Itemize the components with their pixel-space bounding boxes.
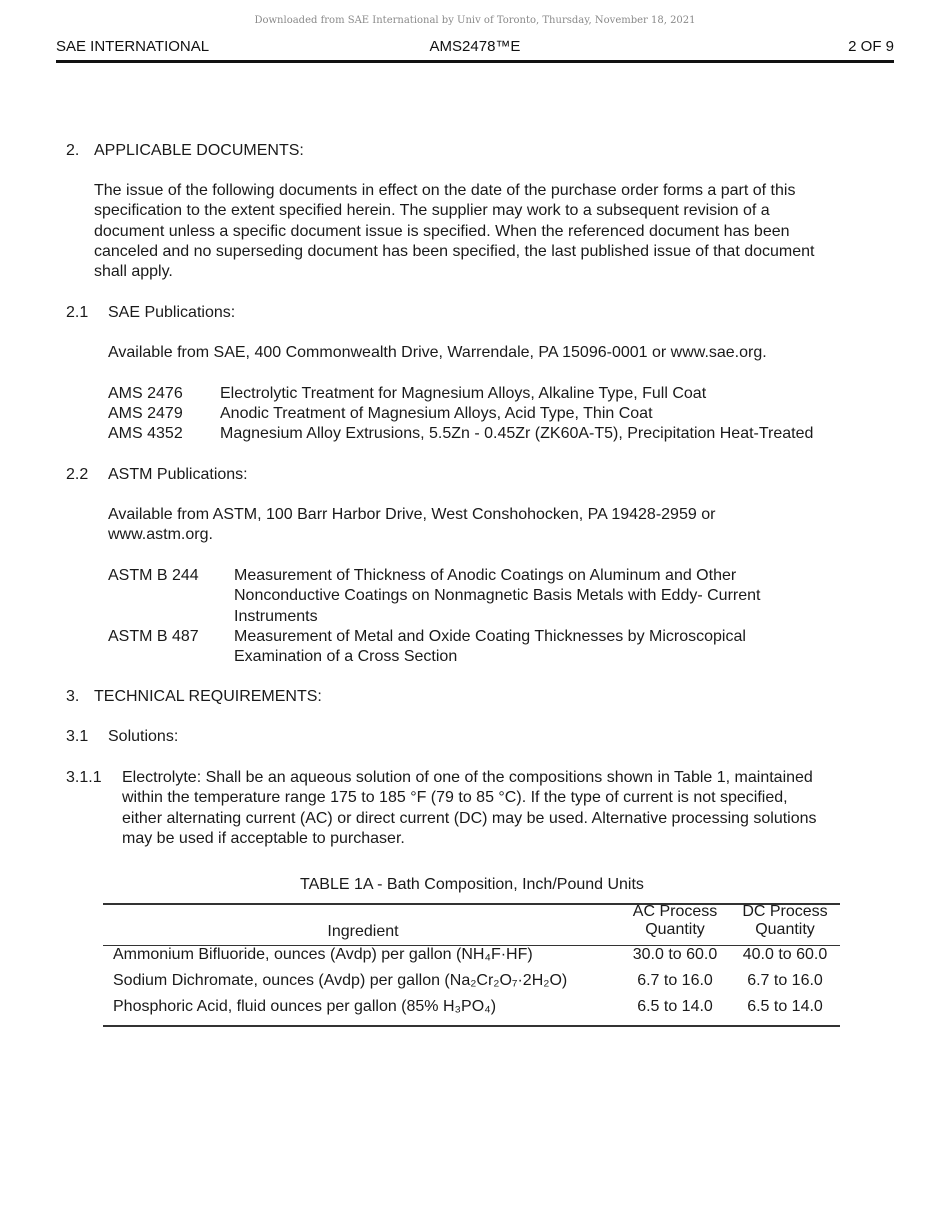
table-header-ac-line: AC Process [632, 903, 718, 920]
section-3-1-number: 3.1 [66, 728, 89, 745]
table-cell-dc: 40.0 to 60.0 [742, 946, 828, 963]
table-cell-ingredient: Ammonium Bifluoride, ounces (Avdp) per gallon (NH₄F·HF) [113, 946, 533, 963]
section-3-title: TECHNICAL REQUIREMENTS: [94, 688, 322, 705]
reference-title-line: Measurement of Thickness of Anodic Coatings on Aluminum and Other [234, 567, 737, 584]
paragraph-line: within the temperature range 175 to 185 °F (79 to 85 °C). If the type of current is not specified, [122, 789, 788, 807]
section-2-paragraph [94, 181, 814, 282]
reference-title [234, 627, 746, 668]
reference-code: ASTM B 244 [108, 567, 199, 584]
download-note: Downloaded from SAE International by Univ of Toronto, Thursday, November 18, 2021 [254, 15, 696, 26]
section-2-title: APPLICABLE DOCUMENTS: [94, 142, 304, 159]
section-3-1-1-paragraph [122, 768, 817, 849]
reference-title-line: Nonconductive Coatings on Nonmagnetic Basis Metals with Eddy- Current [234, 587, 761, 605]
paragraph-line: shall apply. [94, 263, 173, 281]
reference-title: Magnesium Alloy Extrusions, 5.5Zn - 0.45Zr (ZK60A-T5), Precipitation Heat-Treated [220, 425, 814, 442]
reference-title-line: Measurement of Metal and Oxide Coating Thicknesses by Microscopical [234, 628, 746, 645]
paragraph-line: canceled and no superseding document has been specified, the last published issue of that document [94, 242, 815, 260]
table-title: TABLE 1A - Bath Composition, Inch/Pound Units [300, 876, 644, 893]
paragraph-line: www.astm.org. [108, 526, 213, 544]
section-2-number: 2. [66, 142, 80, 159]
reference-code: AMS 2479 [108, 405, 183, 422]
sae-availability: Available from SAE, 400 Commonwealth Drive, Warrendale, PA 15096-0001 or www.sae.org. [108, 344, 767, 361]
table-cell-ac: 6.7 to 16.0 [637, 972, 713, 989]
table-cell-dc: 6.7 to 16.0 [747, 972, 823, 989]
reference-title [234, 566, 760, 627]
section-2-1-title: SAE Publications: [108, 304, 236, 321]
section-3-1-title: Solutions: [108, 728, 179, 745]
paragraph-line: may be used if acceptable to purchaser. [122, 829, 405, 847]
table-cell-dc: 6.5 to 14.0 [747, 998, 823, 1015]
reference-title-line: Instruments [234, 607, 318, 625]
section-2-1-number: 2.1 [66, 304, 89, 321]
header-rule [56, 60, 894, 63]
section-2-2-number: 2.2 [66, 466, 89, 483]
table-header-dc-line: Quantity [755, 921, 815, 938]
header-page-number: 2 OF 9 [848, 38, 894, 55]
paragraph-line: document unless a specific document issue is specified. When the referenced document has been [94, 222, 790, 240]
paragraph-line: either alternating current (AC) or direct current (DC) may be used. Alternative processing solutions [122, 809, 817, 827]
table-cell-ac: 6.5 to 14.0 [637, 998, 713, 1015]
reference-title: Electrolytic Treatment for Magnesium Alloys, Alkaline Type, Full Coat [220, 385, 707, 402]
reference-code: ASTM B 487 [108, 628, 199, 645]
table-cell-ac: 30.0 to 60.0 [632, 946, 718, 963]
reference-code: AMS 2476 [108, 385, 183, 402]
reference-title: Anodic Treatment of Magnesium Alloys, Acid Type, Thin Coat [220, 405, 653, 422]
section-3-1-1-number: 3.1.1 [66, 769, 102, 786]
table-header-ingredient: Ingredient [327, 923, 399, 940]
section-3-number: 3. [66, 688, 80, 705]
table-bottom-rule [103, 1025, 840, 1027]
table-header-ac [622, 903, 728, 939]
reference-title-line: Examination of a Cross Section [234, 648, 458, 666]
table-cell-ingredient: Phosphoric Acid, fluid ounces per gallon (85% H₃PO₄) [113, 998, 497, 1015]
section-2-2-title: ASTM Publications: [108, 466, 248, 483]
header-document-id: AMS2478™E [429, 38, 521, 55]
reference-code: AMS 4352 [108, 425, 183, 442]
table-header-dc [732, 903, 838, 939]
paragraph-line: Available from ASTM, 100 Barr Harbor Drive, West Conshohocken, PA 19428-2959 or [108, 506, 716, 523]
astm-availability [108, 505, 715, 546]
header-publisher: SAE INTERNATIONAL [56, 38, 210, 55]
paragraph-line: The issue of the following documents in effect on the date of the purchase order forms a part of this [94, 182, 796, 199]
table-header-dc-line: DC Process [742, 903, 828, 920]
table-cell-ingredient: Sodium Dichromate, ounces (Avdp) per gallon (Na₂Cr₂O₇·2H₂O) [113, 972, 568, 989]
table-header-ac-line: Quantity [645, 921, 705, 938]
paragraph-line: specification to the extent specified herein. The supplier may work to a subsequent revision of a [94, 202, 770, 220]
paragraph-line: Electrolyte: Shall be an aqueous solution of one of the compositions shown in Table 1, maintained [122, 769, 813, 786]
table-top-rule [103, 903, 840, 905]
